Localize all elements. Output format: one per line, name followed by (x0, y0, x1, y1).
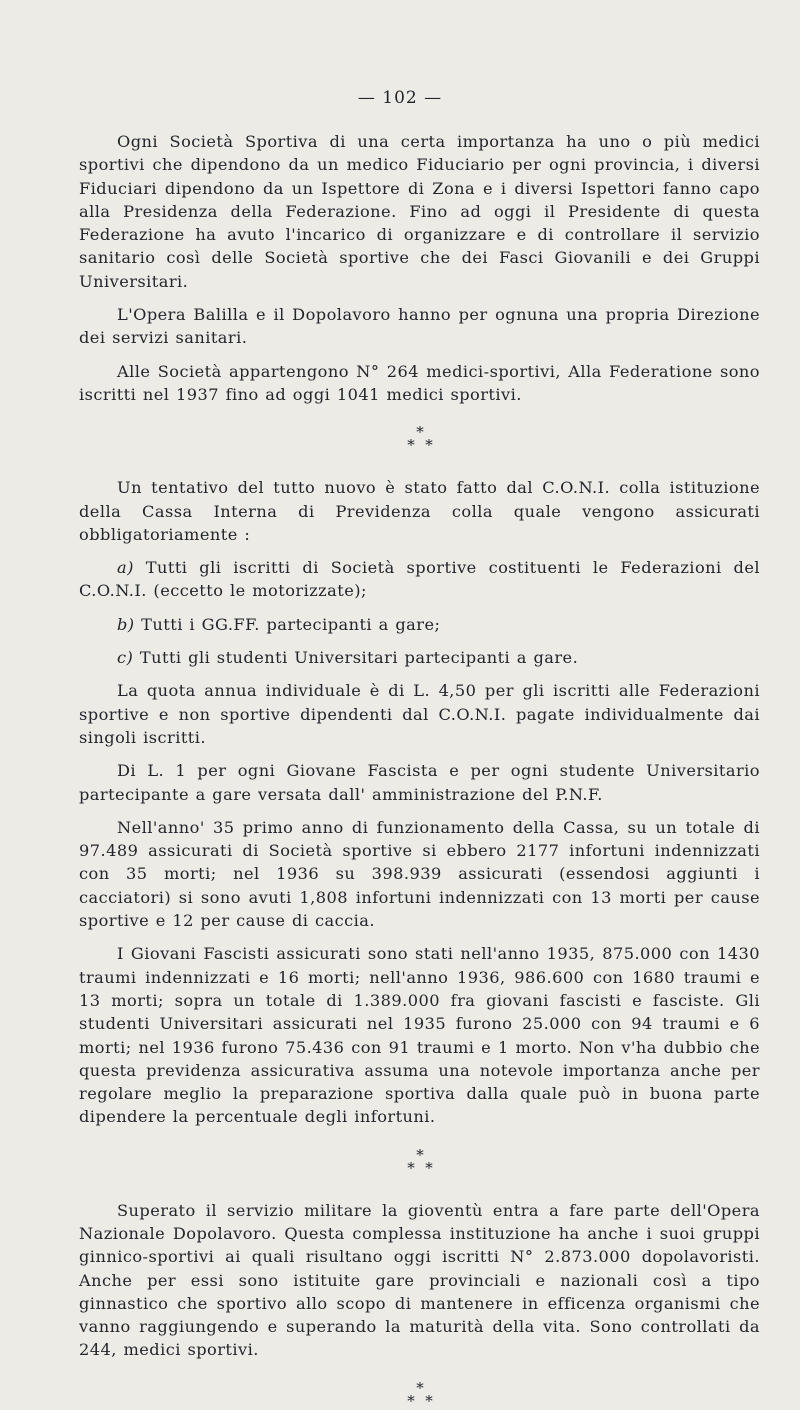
asterism-separator (390, 424, 450, 454)
list-item-a-letter: a) (117, 558, 134, 578)
body-text (79, 130, 760, 1410)
asterism-star-right: * (424, 1158, 433, 1177)
asterism-star-left: * (406, 436, 415, 455)
paragraph-medici-count: Alle Società appartengono N° 264 medici-sportivi, Alla Federatione sono iscritti nel 1937 fino ad oggi 1041 medici sportivi. (79, 361, 760, 404)
asterism-star-top: * (415, 1146, 424, 1164)
list-item-c-text: Tutti gli studenti Universitari partecipanti a gare. (133, 648, 579, 668)
asterism-separator (390, 1147, 450, 1177)
asterism-star-right: * (424, 1391, 433, 1410)
list-item-b (79, 613, 760, 636)
asterism-star-right: * (424, 436, 433, 455)
list-item-a-text: Tutti gli iscritti di Società sportive costituenti le Federazioni del C.O.N.I. (eccetto le motorizzate); (79, 558, 760, 601)
paragraph-quota-annua: La quota annua individuale è di L. 4,50 per gli iscritti alle Federazioni sportive e non sportive dipendenti dal C.O.N.I. pagate individualmente dai singoli iscritti. (79, 681, 760, 747)
asterism-star-left: * (406, 1391, 415, 1410)
paragraph-opera-balilla: L'Opera Balilla e il Dopolavoro hanno per ognuna una propria Direzione dei servizi sanitari. (79, 305, 760, 348)
paragraph-cassa-previdenza: Un tentativo del tutto nuovo è stato fatto dal C.O.N.I. colla istituzione della Cassa Interna di Previdenza colla quale vengono assicurati obbligatoriamente : (79, 478, 760, 544)
paragraph-medical-organization: Ogni Società Sportiva di una certa importanza ha uno o più medici sportivi che dipendono da un medico Fiduciario per ogni provincia, i diversi Fiduciari dipendono da un Ispettore di Zona e i diversi Ispettori fanno capo alla Presidenza della Federazione. Fino ad oggi il Presidente di questa Federazione ha avuto l'incarico di organizzare e di controllare il servizio sanitario così delle Società sportive che dei Fasci Giovanili e dei Gruppi Universitari. (79, 132, 760, 291)
list-item-c-letter: c) (117, 648, 134, 668)
list-item-a (79, 556, 760, 603)
page-number: — 102 — (357, 88, 443, 108)
list-item-c (79, 646, 760, 669)
asterism-star-left: * (406, 1158, 415, 1177)
list-item-b-letter: b) (117, 614, 135, 634)
paragraph-giovane-fascista: Di L. 1 per ogni Giovane Fascista e per ogni studente Universitario partecipante a gare versata dall' amministrazione del P.N.F. (79, 761, 760, 804)
paragraph-infortuni-societa: Nell'anno' 35 primo anno di funzionamento della Cassa, su un totale di 97.489 assicurati di Società sportive si ebbero 2177 infortuni indennizzati con 35 morti; nel 1936 su 398.939 assicurati (essendosi aggiunti i cacciatori) si sono avuti 1,808 infortuni indennizzati con 13 morti per cause sportive e 12 per cause di caccia. (79, 817, 760, 931)
paragraph-giovani-fascisti: I Giovani Fascisti assicurati sono stati nell'anno 1935, 875.000 con 1430 traumi indennizzati e 16 morti; nell'anno 1936, 986.600 con 1680 traumi e 13 morti; sopra un totale di 1.389.000 fra giovani fascisti e fasciste. Gli studenti Universitari assicurati nel 1935 furono 25.000 con 94 traumi e 6 morti; nel 1936 furono 75.436 con 91 traumi e 1 morto. Non v'ha dubbio che questa previdenza assicurativa assuma una notevole importanza anche per regolare meglio la preparazione sportiva dalla quale può in buona parte dipendere la percentuale degli infortuni. (79, 944, 760, 1127)
paragraph-dopolavoro: Superato il servizio militare la gioventù entra a fare parte dell'Opera Nazionale Dopolavoro. Questa complessa instituzione ha anche i suoi gruppi ginnico-sportivi ai quali risultano oggi iscritti N° 2.873.000 dopolavoristi. Anche per essi sono istituite gare provinciali e nazionali così a tipo ginnastico che sportivo allo scopo di mantenere in efficenza organismi che vanno raggiungendo e superando la maturità della vita. Sono controllati da 244, medici sportivi. (79, 1200, 760, 1360)
list-item-b-text: Tutti i GG.FF. partecipanti a gare; (134, 614, 441, 634)
asterism-star-top: * (415, 1379, 424, 1397)
asterism-separator (390, 1380, 450, 1410)
asterism-star-top: * (415, 424, 424, 442)
